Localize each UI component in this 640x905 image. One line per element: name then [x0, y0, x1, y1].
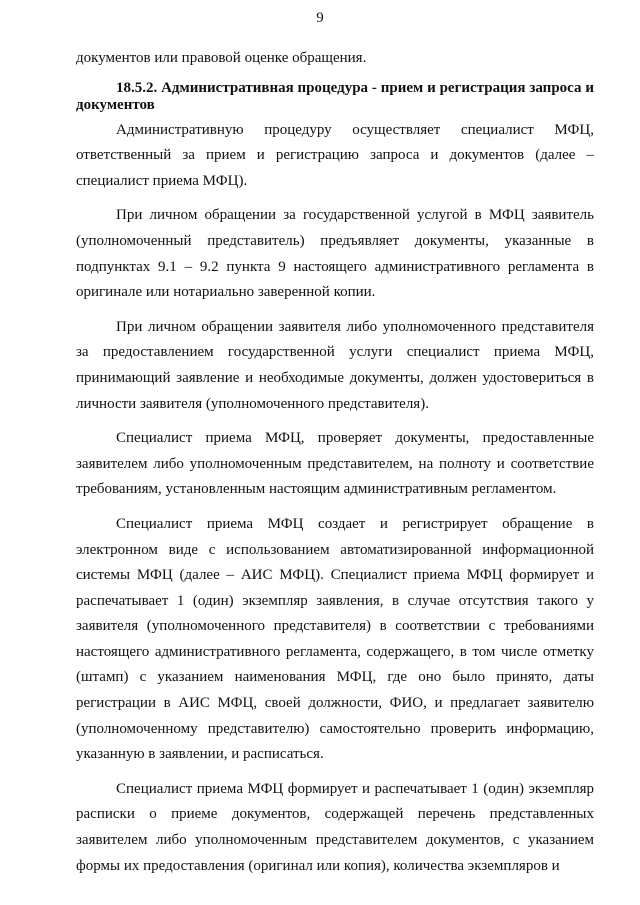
- paragraph: При личном обращении за государственной услугой в МФЦ заявитель (уполномоченный представитель) предъявляет документы, указанные в подпунктах 9.1 – 9.2 пункта 9 настоящего административного регламента в оригинале или нотариально заверенной копии.: [76, 207, 594, 301]
- section-heading: 18.5.2. Административная процедура - прием и регистрация запроса и документов: [76, 79, 594, 113]
- paragraph-continuation: документов или правовой оценке обращения.: [76, 50, 367, 66]
- paragraph: Административную процедуру осуществляет специалист МФЦ, ответственный за прием и регистрацию запроса и документов (далее – специалист приема МФЦ).: [76, 121, 594, 189]
- page-number: 9: [316, 10, 324, 26]
- document-body: [76, 46, 594, 879]
- paragraph: Специалист приема МФЦ создает и регистрирует обращение в электронном виде с использованием автоматизированной информационной системы МФЦ (далее – АИС МФЦ). Специалист приема МФЦ формирует и распечатывает 1 (один) экземпляр заявления, в случае отсутствия такого у заявителя (уполномоченного представителя) в соответствии с требованиями настоящего административного регламента, содержащего, в том числе отметку (штамп) с указанием наименования МФЦ, где оно было принято, даты регистрации в АИС МФЦ, своей должности, ФИО, и предлагает заявителю (уполномоченному представителю) самостоятельно проверить информацию, указанную в заявлении, и расписаться.: [76, 515, 594, 763]
- paragraph: При личном обращении заявителя либо уполномоченного представителя за предоставлением государственной услуги специалист приема МФЦ, принимающий заявление и необходимые документы, должен удостовериться в личности заявителя (уполномоченного представителя).: [76, 318, 594, 412]
- paragraph: Специалист приема МФЦ, проверяет документы, предоставленные заявителем либо уполномоченным представителем, на полноту и соответствие требованиям, установленным настоящим административным регламентом.: [76, 430, 594, 498]
- paragraph: Специалист приема МФЦ формирует и распечатывает 1 (один) экземпляр расписки о приеме документов, содержащей перечень представленных заявителем либо уполномоченным представителем документов, с указанием формы их предоставления (оригинал или копия), количества экземпляров и: [76, 780, 594, 874]
